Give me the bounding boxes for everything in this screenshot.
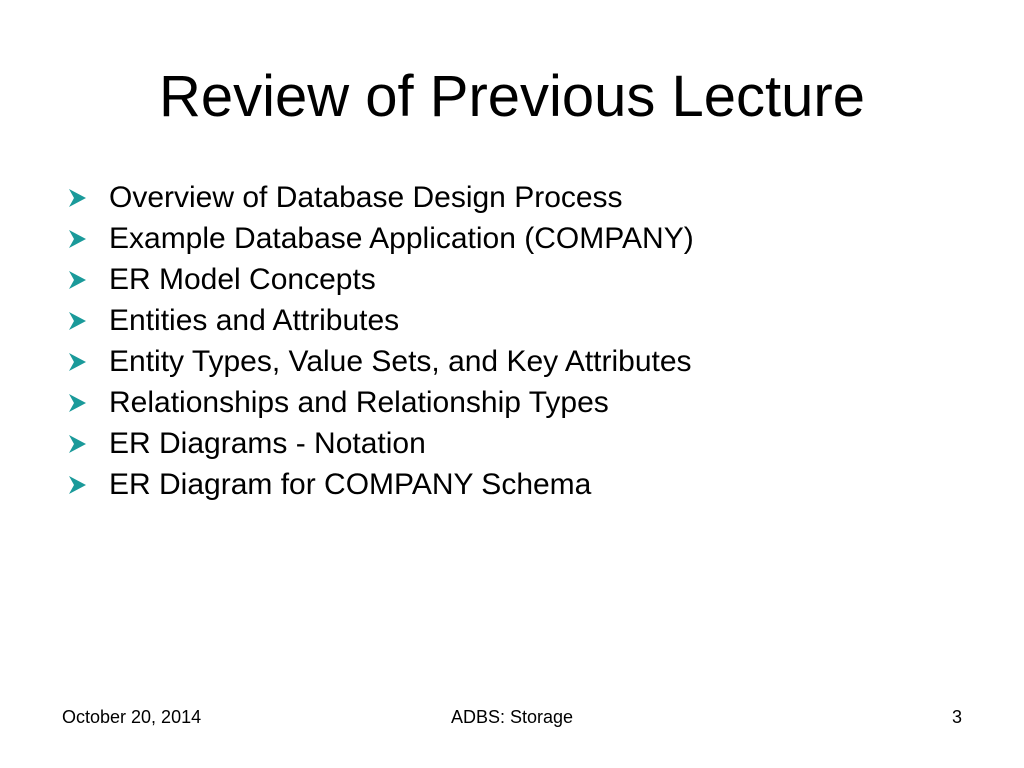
bullet-text: Relationships and Relationship Types: [109, 386, 609, 419]
footer-title: ADBS: Storage: [450, 707, 574, 727]
arrowhead-bullet-icon: [66, 259, 109, 300]
bullet-text: Entities and Attributes: [109, 304, 400, 337]
arrowhead-bullet-icon: [66, 464, 109, 505]
bullet-item: [66, 382, 986, 423]
bullet-list: [66, 177, 986, 505]
bullet-item: [66, 259, 986, 300]
bullet-item: [66, 218, 986, 259]
arrowhead-bullet-icon: [66, 423, 109, 464]
arrowhead-bullet-icon: [66, 218, 109, 259]
arrowhead-bullet-icon: [66, 177, 109, 218]
bullet-text: ER Model Concepts: [109, 263, 376, 296]
arrowhead-bullet-icon: [66, 341, 109, 382]
bullet-text: Entity Types, Value Sets, and Key Attributes: [109, 345, 692, 378]
slide-title: Review of Previous Lecture: [159, 64, 865, 129]
bullet-item: [66, 177, 986, 218]
bullet-text: Example Database Application (COMPANY): [109, 222, 694, 255]
arrowhead-bullet-icon: [66, 300, 109, 341]
footer-date: October 20, 2014: [62, 707, 202, 727]
bullet-item: [66, 464, 986, 505]
slide-number: 3: [951, 707, 962, 727]
bullet-item: [66, 423, 986, 464]
bullet-item: [66, 300, 986, 341]
bullet-text: Overview of Database Design Process: [109, 181, 623, 214]
bullet-text: ER Diagrams - Notation: [109, 427, 426, 460]
arrowhead-bullet-icon: [66, 382, 109, 423]
bullet-item: [66, 341, 986, 382]
bullet-text: ER Diagram for COMPANY Schema: [109, 468, 592, 501]
